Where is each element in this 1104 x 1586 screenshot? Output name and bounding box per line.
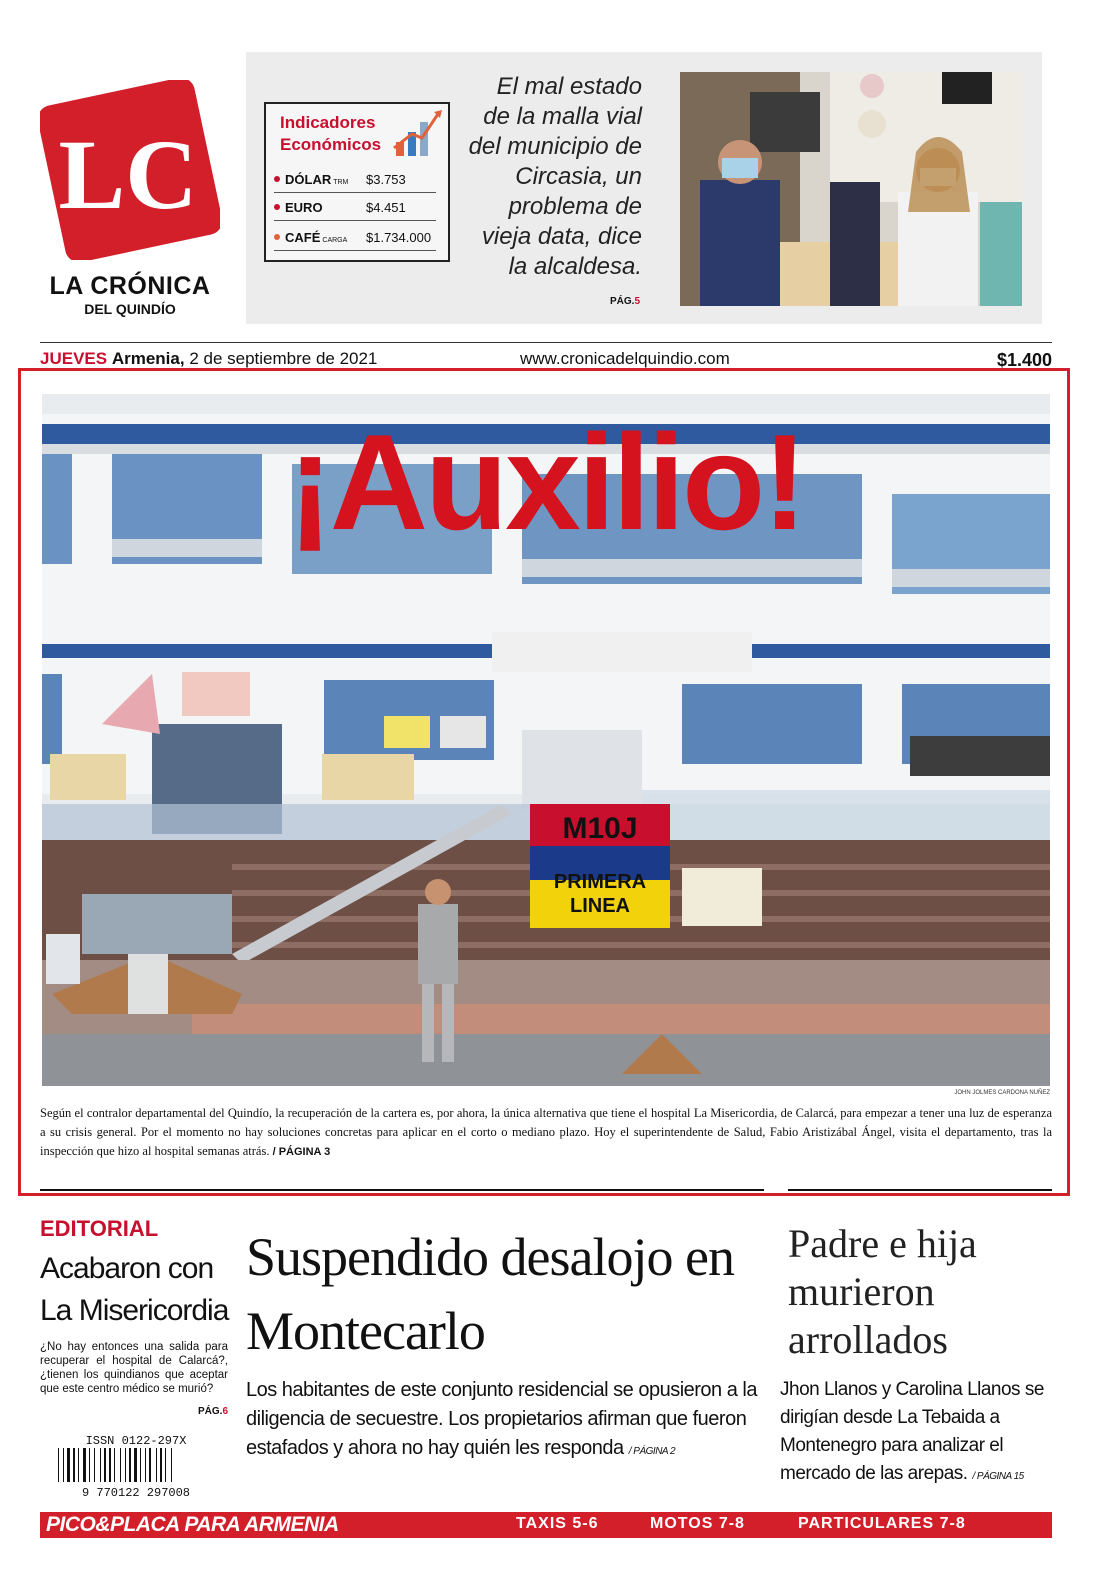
pico-placa-title: PICO&PLACA PARA ARMENIA (46, 1513, 339, 1536)
motos-restriction: MOTOS 7-8 (650, 1515, 745, 1532)
teaser-photo[interactable] (680, 72, 1022, 306)
dateline (40, 349, 377, 369)
barcode-bar (171, 1448, 172, 1482)
barcode-bar (73, 1448, 75, 1482)
barcode-bar (89, 1448, 90, 1482)
website-link[interactable]: www.cronicadelquindio.com (520, 349, 730, 368)
banner-text-3: LINEA (570, 895, 630, 917)
indicator-row-euro: EURO $4.451 (274, 198, 436, 221)
story2-page-ref: / PÁGINA 15 (972, 1471, 1024, 1482)
issue-price: $1.400 (996, 350, 1052, 370)
barcode-bar (125, 1448, 126, 1482)
chart-arrow-icon (390, 104, 446, 164)
main-headline[interactable]: ¡Auxilio! (287, 406, 805, 558)
main-caption: Según el contralor departamental del Quindío, la recuperación de la cartera es, por ahora, la única alternativa que tiene el hospital La Misericordia, de Calarcá, para empezar a tener una luz de esperanza a su crisis general. Por el momento no hay soluciones concretas para aplicar en el corto o mediano plazo. Hoy el superintendente de Salud, Fabio Aristizábal Ángel, visita el departamento, tras la inspección que hizo al hospital semanas atrás. / PÁGINA 3 (40, 1106, 1052, 1158)
newspaper-logo[interactable] (40, 80, 220, 260)
editorial-page-ref: PÁG.6 (197, 1406, 228, 1417)
story1-summary: Los habitantes de este conjunto residencial se opusieron a la diligencia de secuestre. Los propietarios afirman que fueron estafados y ahora no hay quién les responda / PÁGINA 2 (246, 1379, 757, 1459)
barcode-bars (58, 1448, 172, 1482)
particulares-restriction: PARTICULARES 7-8 (798, 1515, 966, 1532)
photo-credit: JOHN JOLMES CARDONA NUÑEZ (954, 1090, 1050, 1096)
logo-text: LC (58, 119, 198, 230)
barcode-bar (58, 1448, 59, 1482)
barcode-bar (120, 1448, 121, 1482)
barcode-bar (140, 1448, 141, 1482)
barcode-bar (156, 1448, 157, 1482)
barcode-bar (63, 1448, 64, 1482)
barcode-bar (104, 1448, 106, 1482)
brand-name: LA CRÓNICA (49, 272, 211, 300)
editorial-label: EDITORIAL (40, 1216, 159, 1241)
barcode-bar (134, 1448, 137, 1482)
barcode-bar (114, 1448, 115, 1482)
barcode-bar (165, 1448, 166, 1482)
barcode-bar (160, 1448, 162, 1482)
indicator-row-dolar: DÓLAR TRM $3.753 (274, 170, 436, 193)
barcode-bar (83, 1448, 86, 1482)
dateline-day: JUEVES (40, 349, 108, 368)
caption-page-ref: / PÁGINA 3 (272, 1146, 331, 1158)
banner-text-1: M10J (562, 812, 638, 845)
teaser-page-ref: PÁG.5 (609, 296, 640, 307)
header-rule (40, 342, 1052, 343)
caption-rule-right (788, 1189, 1052, 1191)
story2-summary: Jhon Llanos y Carolina Llanos se dirigían desde La Tebaida a Montenegro para analizar el mercado de las arepas. / PÁGINA 15 (780, 1379, 1044, 1484)
brand-subtitle: DEL QUINDÍO (84, 301, 176, 317)
issn-barcode (50, 1432, 222, 1498)
barcode-bar (149, 1448, 151, 1482)
barcode-number: 9 770122 297008 (81, 1486, 191, 1498)
barcode-bar (145, 1448, 146, 1482)
story1-page-ref: / PÁGINA 2 (628, 1446, 676, 1457)
barcode-bar (129, 1448, 131, 1482)
barcode-bar (109, 1448, 111, 1482)
dateline-date: 2 de septiembre de 2021 (189, 349, 378, 368)
dateline-city: Armenia, (111, 349, 185, 368)
editorial-title[interactable]: Acabaron con La Misericordia (40, 1252, 229, 1327)
indicators-title: Indicadores Económicos (280, 113, 382, 154)
caption-rule-left (40, 1189, 764, 1191)
editorial-text: ¿No hay entonces una salida para recuperar el hospital de Calarcá?, ¿tienen los quindianos que aceptar que este centro médico se murió? (40, 1341, 228, 1395)
barcode-bar (67, 1448, 70, 1482)
story1-headline[interactable]: Suspendido desalojo en Montecarlo (246, 1227, 734, 1361)
barcode-bar (100, 1448, 101, 1482)
banner-text-2: PRIMERA (553, 871, 647, 893)
barcode-bar (94, 1448, 95, 1482)
indicator-row-cafe: CAFÉ CARGA $1.734.000 (274, 228, 436, 251)
barcode-bar (78, 1448, 79, 1482)
issn-text: ISSN 0122-297X (85, 1434, 187, 1448)
story2-headline[interactable]: Padre e hija murieron arrollados (788, 1221, 977, 1362)
teaser-text[interactable]: El mal estado de la malla vial del municipio de Circasia, un problema de vieja data, dice la alcaldesa. (468, 73, 642, 280)
taxis-restriction: TAXIS 5-6 (516, 1515, 599, 1532)
